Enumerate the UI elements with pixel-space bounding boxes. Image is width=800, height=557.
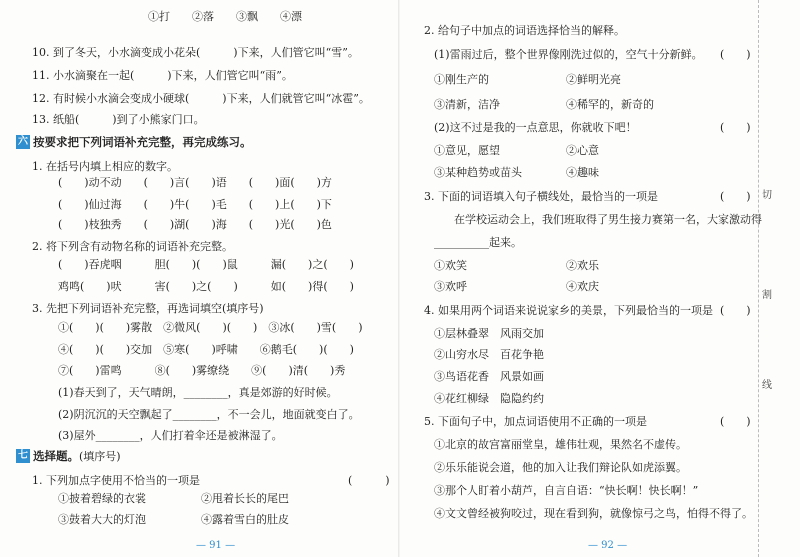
fill-row: ( )仙过海 ( )牛( )毛 ( )上( )下 bbox=[58, 198, 332, 211]
question-10: 10. 到了冬天，小水滴变成小花朵( )下来，人们管它叫“雪”。 bbox=[32, 46, 359, 59]
answer-paren: ( ) bbox=[720, 415, 751, 428]
section-6-badge: 六 bbox=[18, 136, 28, 147]
answer-paren: ( ) bbox=[348, 474, 390, 487]
answer-paren: ( ) bbox=[720, 190, 751, 203]
cut-line bbox=[758, 0, 759, 557]
answer-paren: ( ) bbox=[720, 48, 751, 61]
question-4: 4. 如果用两个词语来说说家乡的美景，下列最恰当的一项是 bbox=[424, 304, 713, 317]
fill-row: ( )吞虎咽 胆( )( )鼠 漏( )之( ) bbox=[58, 258, 354, 271]
options-row: ③清新，洁净 ④稀罕的，新奇的 bbox=[434, 98, 654, 111]
section-6-title: 按要求把下列词语补充完整，再完成练习。 bbox=[33, 135, 252, 149]
section-7-note: (填序号) bbox=[79, 450, 121, 463]
sub-question-2: 2. 将下列含有动物名称的词语补充完整。 bbox=[32, 240, 233, 253]
question-11: 11. 小水滴聚在一起( )下来，人们管它叫“雨”。 bbox=[32, 69, 293, 82]
question-3-sentence: 在学校运动会上，我们班取得了男生接力赛第一名，大家激动得 bbox=[454, 213, 762, 226]
fill-row: ①( )( )雾散 ②微风( )( ) ③冰( )雪( ) bbox=[58, 321, 363, 334]
option: ①层林叠翠 风雨交加 bbox=[434, 327, 544, 340]
section-7-heading bbox=[16, 449, 121, 464]
question-13: 13. 纸船( )到了小熊家门口。 bbox=[32, 113, 205, 126]
blank-sentence-3: (3)屋外________，人们打着伞还是被淋湿了。 bbox=[58, 429, 283, 442]
options-row: ①刚生产的 ②鲜明光亮 bbox=[434, 73, 621, 86]
fill-row: ( )枝独秀 ( )湖( )海 ( )光( )色 bbox=[58, 218, 332, 231]
binding-mark: 线 bbox=[762, 380, 772, 391]
question-5: 5. 下面句子中，加点词语使用不正确的一项是 bbox=[424, 415, 647, 428]
blank-sentence-1: (1)春天到了，天气晴朗，________，真是郊游的好时候。 bbox=[58, 386, 338, 399]
question-3: 3. 下面的词语填入句子横线处，最恰当的一项是 bbox=[424, 190, 658, 203]
option: ②乐乐能说会道，他的加入让我们辩论队如虎添翼。 bbox=[434, 461, 687, 474]
blank-sentence-2: (2)阴沉沉的天空飘起了________，不一会儿，地面就变白了。 bbox=[58, 408, 360, 421]
option: ③鸟语花香 风景如画 bbox=[434, 370, 544, 383]
fill-row: ( )动不动 ( )言( )语 ( )面( )方 bbox=[58, 176, 332, 189]
answer-paren: ( ) bbox=[720, 121, 751, 134]
fill-row: ⑦( )雷鸣 ⑧( )雾缭绕 ⑨( )清( )秀 bbox=[58, 364, 346, 377]
option: ③那个人盯着小葫芦，自言自语：“快长啊！快长啊！” bbox=[434, 484, 699, 497]
choice-question-1: 1. 下列加点字使用不恰当的一项是 bbox=[32, 474, 200, 487]
section-7-badge: 七 bbox=[18, 450, 28, 461]
option: ①北京的故宫富丽堂皇，雄伟壮观，果然名不虚传。 bbox=[434, 438, 687, 451]
option-line: ①打 ②落 ③飘 ④漂 bbox=[148, 10, 302, 23]
right-page bbox=[400, 0, 800, 557]
options-row: ①意见，愿望 ②心意 bbox=[434, 144, 599, 157]
fill-row: ④( )( )交加 ⑤寒( )呼啸 ⑥鹅毛( )( ) bbox=[58, 343, 354, 356]
question-12: 12. 有时候小水滴会变成小硬球( )下来，人们就管它叫“冰雹”。 bbox=[32, 92, 370, 105]
answer-paren: ( ) bbox=[720, 304, 751, 317]
sub-question-1: 1. 在括号内填上相应的数字。 bbox=[32, 160, 178, 173]
binding-mark: 割 bbox=[762, 290, 772, 301]
sub-item-1: (1)雷雨过后，整个世界像刚洗过似的，空气十分新鲜。 bbox=[434, 48, 703, 61]
options-row: ③欢呼 ④欢庆 bbox=[434, 280, 599, 293]
option: ④文文曾经被狗咬过，现在看到狗，就像惊弓之鸟，怕得不得了。 bbox=[434, 507, 753, 520]
sub-question-3: 3. 先把下列词语补充完整，再选词填空(填序号) bbox=[32, 302, 264, 315]
page-number: — 91 — bbox=[196, 540, 236, 551]
options-row: ③某种趋势或苗头 ④趣味 bbox=[434, 166, 599, 179]
options-row: ①欢笑 ②欢乐 bbox=[434, 259, 599, 272]
choice-options: ①披着碧绿的衣裳 ②甩着长长的尾巴 bbox=[58, 492, 289, 505]
binding-mark: 切 bbox=[762, 190, 772, 201]
question-3-blank: __________起来。 bbox=[434, 236, 522, 249]
page-number: — 92 — bbox=[588, 540, 628, 551]
choice-options: ③鼓着大大的灯泡 ④露着雪白的肚皮 bbox=[58, 513, 289, 526]
section-7-title: 选择题。 bbox=[33, 449, 79, 463]
sub-item-2: (2)这不过是我的一点意思，你就收下吧！ bbox=[434, 121, 637, 134]
section-6-heading bbox=[16, 135, 252, 150]
option: ②山穷水尽 百花争艳 bbox=[434, 348, 544, 361]
fill-row: 鸡鸣( )吠 害( )之( ) 如( )得( ) bbox=[58, 280, 354, 293]
option: ④花红柳绿 隐隐约约 bbox=[434, 392, 544, 405]
question-2: 2. 给句子中加点的词语选择恰当的解释。 bbox=[424, 24, 625, 37]
